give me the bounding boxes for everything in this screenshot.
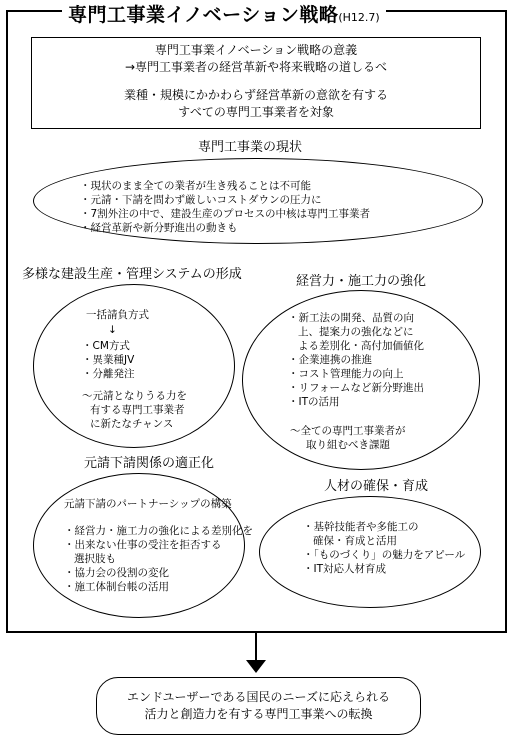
diverse-heading: 多様な建設生産・管理システムの形成 [22, 267, 242, 282]
management-note-1: 〜全ての専門工事業者が [290, 425, 406, 437]
diverse-list [82, 339, 135, 381]
contract-item: ・経営力・施工力の強化による差別化を [64, 525, 253, 537]
hr-item: 確保・育成と活用 [313, 535, 397, 547]
management-item: ・リフォームなど新分野進出 [288, 382, 424, 394]
hr-item: ・IT対応人材育成 [303, 563, 387, 575]
management-item: よる差別化・高付加価値化 [298, 340, 424, 352]
hr-item: ・「ものづくり」の魅力をアピール [303, 549, 466, 561]
management-item: ・企業連携の推進 [288, 354, 372, 366]
diverse-item: ・異業種JV [82, 354, 135, 366]
diverse-note-1: 〜元請となりうる力を [82, 390, 187, 402]
result-line-2: 活力と創造力を有する専門工事業への転換 [144, 707, 373, 721]
purpose-line-3: 業種・規模にかかわらず経営革新の意欲を有する [123, 88, 388, 102]
contract-item: ・施工体制台帳の活用 [64, 581, 169, 593]
management-list [288, 311, 424, 409]
management-note-2: 取り組むべき課題 [306, 439, 390, 451]
hr-heading: 人材の確保・育成 [324, 479, 429, 494]
result-line-1: エンドユーザーである国民のニーズに応えられる [127, 690, 390, 704]
diverse-line-1: 一括請負方式 [86, 309, 149, 321]
diverse-item: ・CM方式 [82, 340, 130, 352]
purpose-gap [32, 76, 480, 87]
current-item: ・現状のまま全ての業者が生き残ることは不可能 [80, 180, 311, 192]
contract-sub: 元請下請のパートナーシップの構築 [64, 498, 232, 510]
hr-item: ・基幹技能者や多能工の [303, 521, 419, 533]
title-main: 専門工事業イノベーション戦略 [68, 4, 339, 26]
down-arrow-shaft [255, 633, 257, 662]
management-item: 上、提案力の強化などに [298, 326, 414, 338]
management-item: ・コスト管理能力の向上 [288, 368, 404, 380]
current-heading: 専門工事業の現状 [198, 140, 303, 155]
diverse-note-2: 有する専門工事業者 [90, 404, 185, 416]
down-arrow-icon [246, 660, 266, 673]
contract-heading: 元請下請関係の適正化 [84, 456, 215, 471]
purpose-line-4: すべての専門工事業者を対象 [178, 105, 334, 119]
purpose-box [31, 37, 481, 129]
management-heading: 経営力・施工力の強化 [296, 274, 427, 289]
title-date: (H12.7) [338, 11, 380, 24]
current-list [80, 179, 370, 235]
hr-list [303, 520, 465, 576]
contract-list [64, 524, 253, 594]
management-item: ・ITの活用 [288, 396, 340, 408]
contract-item: 選択肢も [74, 553, 116, 565]
contract-item: ・出来ない仕事の受注を拒否する [64, 539, 222, 551]
diverse-item: ・分離発注 [82, 368, 135, 380]
diverse-arrow: ↓ [108, 324, 117, 336]
contract-item: ・協力会の役割の変化 [64, 567, 169, 579]
purpose-line-1: 専門工事業イノベーション戦略の意義 [154, 43, 358, 57]
diverse-note-3: に新たなチャンス [90, 418, 174, 430]
result-box [96, 677, 421, 735]
page-title [62, 0, 386, 24]
current-item: ・経営革新や新分野進出の動きも [80, 222, 238, 234]
current-item: ・元請・下請を問わず厳しいコストダウンの圧力に [80, 194, 322, 206]
purpose-line-2: →専門工事業者の経営革新や将来戦略の道しるべ [124, 60, 388, 74]
current-item: ・7割外注の中で、建設生産のプロセスの中核は専門工事業者 [80, 208, 370, 220]
management-item: ・新工法の開発、品質の向 [288, 312, 414, 324]
